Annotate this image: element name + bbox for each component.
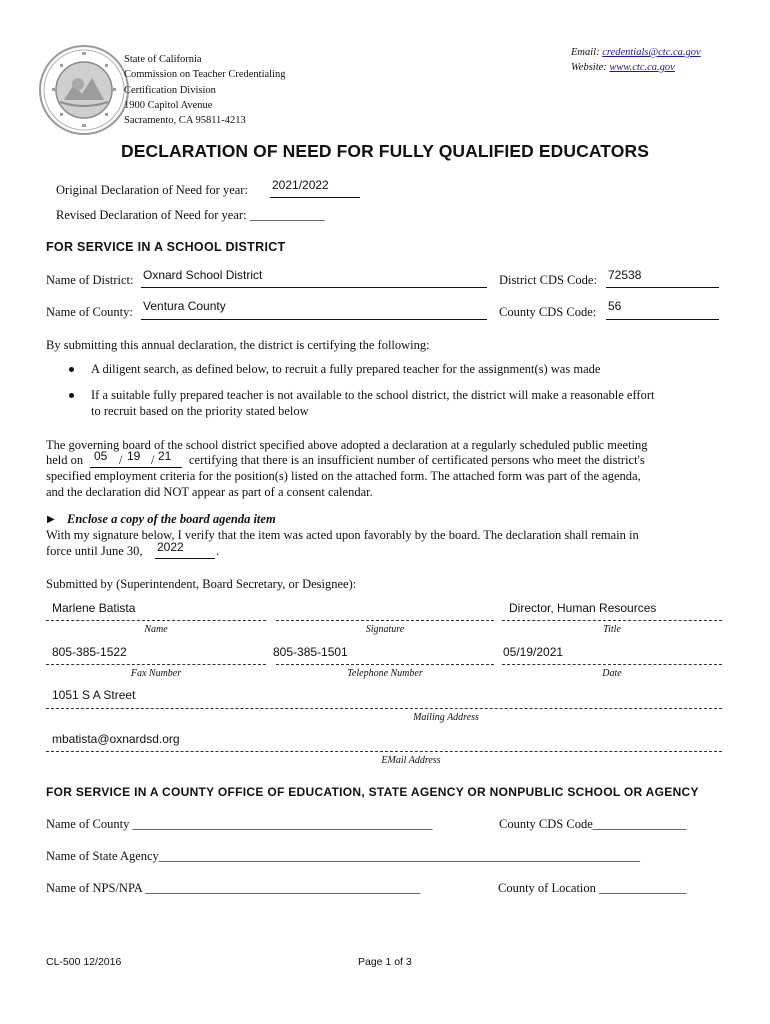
original-year-underline [270,196,360,198]
contact-block [571,45,701,75]
original-year-field[interactable]: 2021/2022 [272,178,329,192]
agency-line: 1900 Capitol Avenue [124,99,213,111]
page-title: DECLARATION OF NEED FOR FULLY QUALIFIED EDUCATORS [121,141,649,161]
governing-line-1: The governing board of the school district specified above adopted a declaration at a regularly scheduled public meeting [46,438,648,452]
mailing-address-caption: Mailing Address [413,712,479,723]
county-name-underline [141,318,487,320]
district-cds-field[interactable]: 72538 [608,268,642,282]
district-cds-label: District CDS Code: [499,273,597,287]
enclose-instruction: Enclose a copy of the board agenda item [67,512,276,526]
verify-line-1: With my signature below, I verify that the item was acted upon favorably by the board. The declaration shall remain in [46,528,639,542]
certify-intro: By submitting this annual declaration, the district is certifying the following: [46,338,430,352]
certify-bullet-1: A diligent search, as defined below, to recruit a fully prepared teacher for the assignment(s) was made [91,362,601,376]
mailing-address-field[interactable]: 1051 S A Street [52,688,136,702]
county-office-cds-field[interactable]: County CDS Code_______________ [499,817,687,831]
certify-bullet-2-line-2: to recruit based on the priority stated below [91,404,309,418]
phone-caption: Telephone Number [347,668,423,679]
county-cds-field[interactable]: 56 [608,299,622,313]
agency-line: State of California [124,54,202,65]
phone-underline [276,663,494,665]
date-separator: / [151,453,155,467]
form-id: CL-500 12/2016 [46,956,122,968]
county-cds-label: County CDS Code: [499,305,597,319]
email-label: Email: [571,47,603,58]
fax-underline [46,663,266,665]
force-year-field[interactable]: 2022 [157,540,184,554]
email-address-caption: EMail Address [381,755,441,766]
phone-field[interactable]: 805-385-1501 [273,645,348,659]
mailing-address-underline [46,707,722,709]
county-of-location-field[interactable]: County of Location ______________ [498,881,687,895]
date-caption: Date [602,668,622,679]
district-name-field[interactable]: Oxnard School District [143,268,263,282]
governing-line-3: specified employment criteria for the position(s) listed on the attached form. The attached form was part of the agenda, [46,469,641,483]
signature-caption: Signature [365,624,405,635]
revised-year-label: Revised Declaration of Need for year: ____________ [56,208,325,222]
california-commission-seal-icon [38,44,130,136]
title-caption: Title [603,624,621,635]
district-cds-underline [606,286,719,288]
agency-line: Commission on Teacher Credentialing [124,69,286,81]
name-caption: Name [144,624,168,635]
email-link[interactable]: credentials@ctc.ca.gov [602,47,701,58]
agency-address-block [124,52,286,128]
certify-bullet-2-line-1: If a suitable fully prepared teacher is not available to the school district, the district will make a reasonable effort [91,388,655,402]
county-name-label: Name of County: [46,305,133,319]
original-year-label: Original Declaration of Need for year: [56,183,248,197]
governing-line-2: certifying that there is an insufficient number of certificated persons who meet the district's [189,453,645,467]
held-on-label: held on [46,453,84,467]
title-underline [502,619,722,621]
date-separator: / [119,453,123,467]
county-office-name-field[interactable]: Name of County ________________________________________________ [46,817,433,831]
verify-line-2-prefix: force until June 30, [46,544,143,558]
bullet-icon [69,367,74,372]
bullet-icon [69,393,74,398]
nps-npa-field[interactable]: Name of NPS/NPA ____________________________________________ [46,881,421,895]
email-address-underline [46,750,722,752]
arrow-right-icon: ▶ [47,514,55,525]
website-link[interactable]: www.ctc.ca.gov [609,62,675,73]
county-cds-underline [606,318,719,320]
signature-underline [276,619,494,621]
page-number: Page 1 of 3 [358,956,412,968]
name-underline [46,619,266,621]
submitted-by-label: Submitted by (Superintendent, Board Secretary, or Designee): [46,577,357,591]
email-address-field[interactable]: mbatista@oxnardsd.org [52,732,180,746]
state-agency-field[interactable]: Name of State Agency_____________________________________________________________________________ [46,849,641,863]
county-name-field[interactable]: Ventura County [143,299,226,313]
title-field[interactable]: Director, Human Resources [509,601,657,615]
fax-caption: Fax Number [130,668,182,679]
district-name-label: Name of District: [46,273,134,287]
name-field[interactable]: Marlene Batista [52,601,136,615]
force-year-underline [155,557,215,559]
meeting-day-field[interactable]: 19 [127,449,141,463]
agency-line: Sacramento, CA 95811-4213 [124,115,246,127]
website-label: Website: [571,62,610,73]
agency-line: Certification Division [124,84,216,96]
date-underline [502,663,722,665]
county-section-heading: FOR SERVICE IN A COUNTY OFFICE OF EDUCATION, STATE AGENCY OR NONPUBLIC SCHOOL OR AGENCY [46,785,699,799]
meeting-month-field[interactable]: 05 [94,449,108,463]
governing-line-4: and the declaration did NOT appear as part of a consent calendar. [46,485,373,499]
district-section-heading: FOR SERVICE IN A SCHOOL DISTRICT [46,240,286,254]
verify-line-2-suffix: . [216,544,220,558]
meeting-year-field[interactable]: 21 [158,449,172,463]
fax-field[interactable]: 805-385-1522 [52,645,127,659]
district-name-underline [141,286,487,288]
date-field[interactable]: 05/19/2021 [503,645,564,659]
meeting-date-underline [90,466,182,468]
